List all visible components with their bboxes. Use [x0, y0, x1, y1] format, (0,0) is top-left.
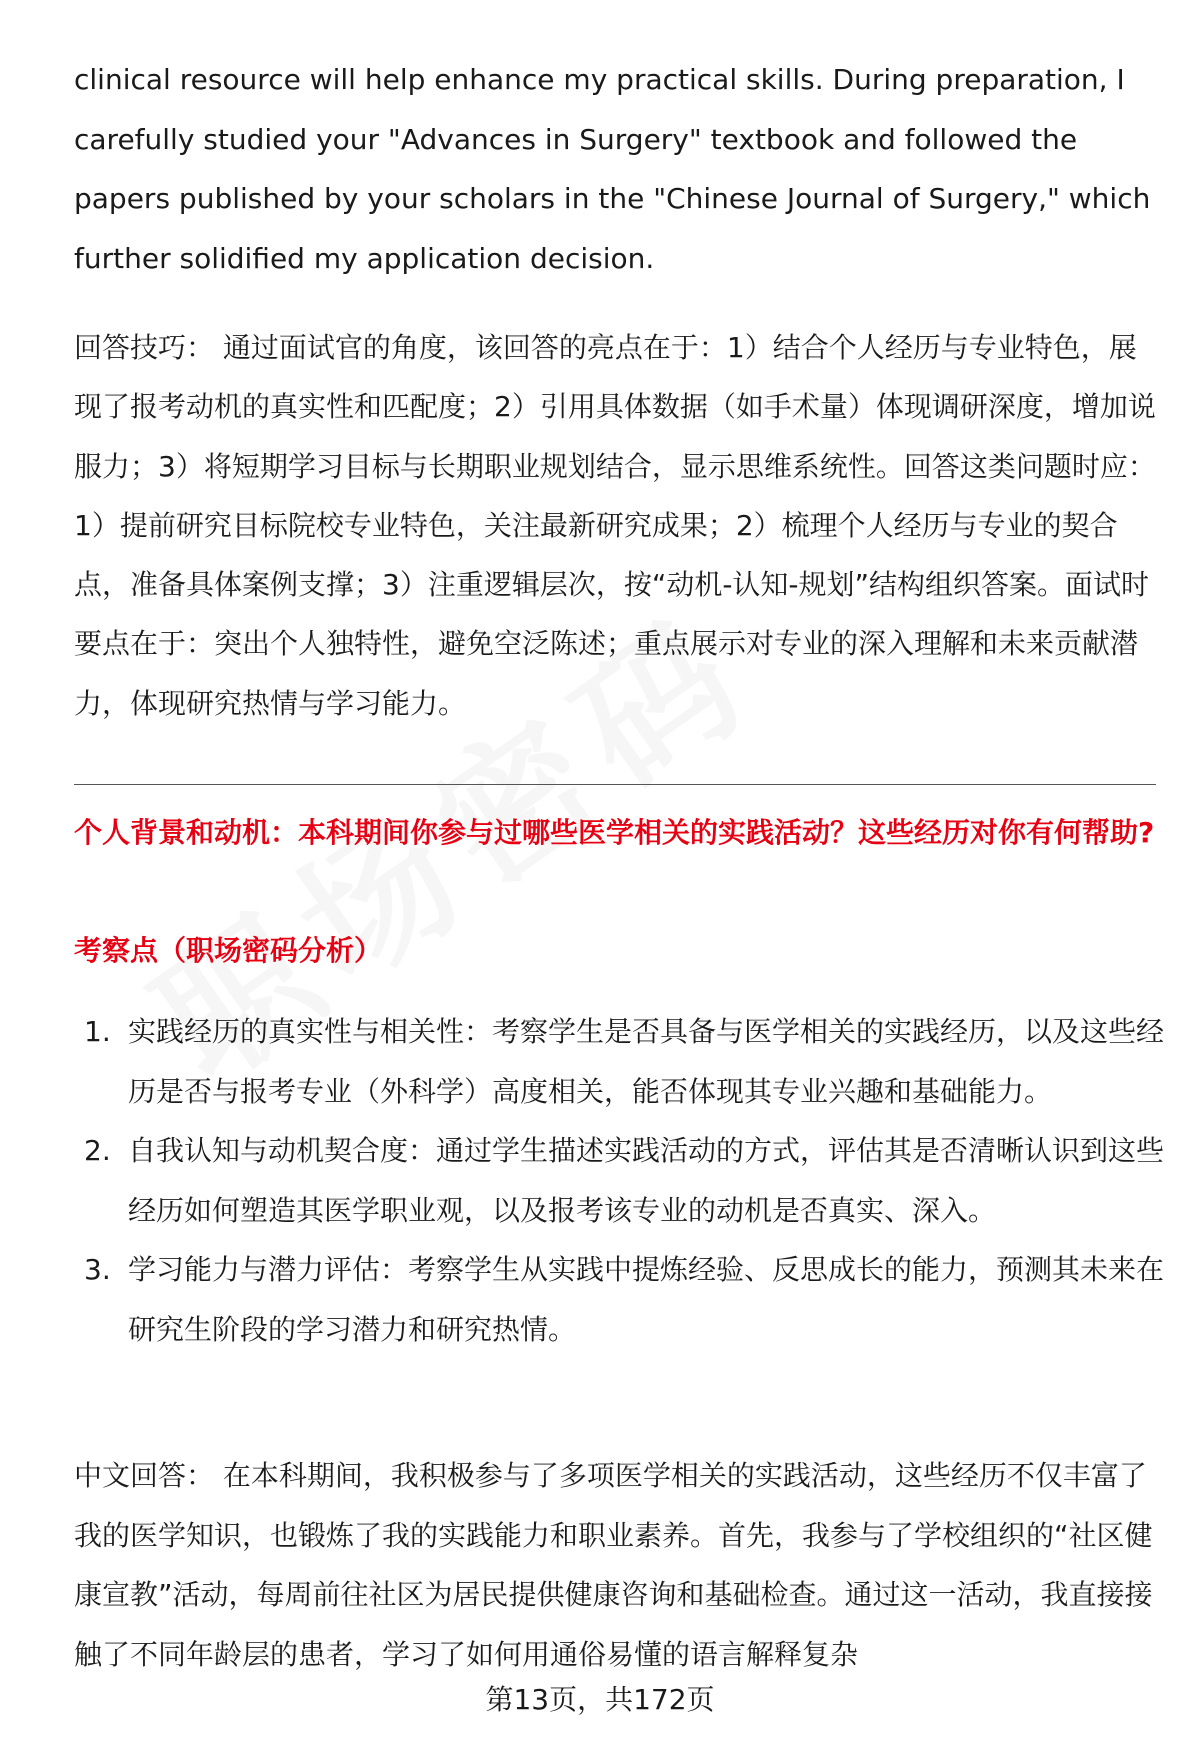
list-item — [74, 1240, 1164, 1359]
page-footer: 第13页，共172页 — [485, 1683, 715, 1716]
list-item-text: 实践经历的真实性与相关性：考察学生是否具备与医学相关的实践经历，以及这些经历是否与报考专业（外科学）高度相关，能否体现其专业兴趣和基础能力。 — [128, 1015, 1165, 1108]
list-item-text: 自我认知与动机契合度：通过学生描述实践活动的方式，评估其是否清晰认识到这些经历如何塑造其医学职业观，以及报考该专业的动机是否真实、深入。 — [128, 1134, 1165, 1227]
answer-tips-paragraph: 回答技巧： 通过面试官的角度，该回答的亮点在于：1）结合个人经历与专业特色，展现了报考动机的真实性和匹配度；2）引用具体数据（如手术量）体现调研深度，增加说服力；3）将短期学习目标与长期职业规划结合，显示思维系统性。回答这类问题时应：1）提前研究目标院校专业特色，关注最新研究成果；2）梳理个人经历与专业的契合点，准备具体案例支撑；3）注重逻辑层次，按“动机-认知-规划”结构组织答案。面试时要点在于：突出个人独特性，避免空泛陈述；重点展示对专业的深入理解和未来贡献潜力，体现研究热情与学习能力。 — [74, 331, 1156, 720]
english-answer-paragraph: clinical resource will help enhance my practical skills. During preparation, I carefully studied your "Advances in Surgery" textbook and followed the papers published by your scholars in the "Chinese Journal of Surgery," which further solidified my application decision. — [74, 63, 1151, 276]
question-heading: 个人背景和动机：本科期间你参与过哪些医学相关的实践活动？这些经历对你有何帮助? — [74, 816, 1155, 849]
list-item — [74, 1121, 1164, 1240]
analysis-heading: 考察点（职场密码分析） — [74, 934, 383, 967]
list-item-number: 3. — [84, 1253, 111, 1286]
analysis-points-list — [74, 1002, 1164, 1359]
list-item — [74, 1002, 1164, 1121]
section-divider — [74, 784, 1156, 785]
chinese-answer-paragraph: 中文回答： 在本科期间，我积极参与了多项医学相关的实践活动，这些经历不仅丰富了我的医学知识，也锻炼了我的实践能力和职业素养。首先，我参与了学校组织的“社区健康宣教”活动，每周前往社区为居民提供健康咨询和基础检查。通过这一活动，我直接接触了不同年龄层的患者，学习了如何用通俗易懂的语言解释复杂 — [74, 1459, 1153, 1671]
list-item-number: 1. — [84, 1015, 111, 1048]
list-item-text: 学习能力与潜力评估：考察学生从实践中提炼经验、反思成长的能力，预测其未来在研究生阶段的学习潜力和研究热情。 — [128, 1253, 1165, 1346]
list-item-number: 2. — [84, 1134, 111, 1167]
